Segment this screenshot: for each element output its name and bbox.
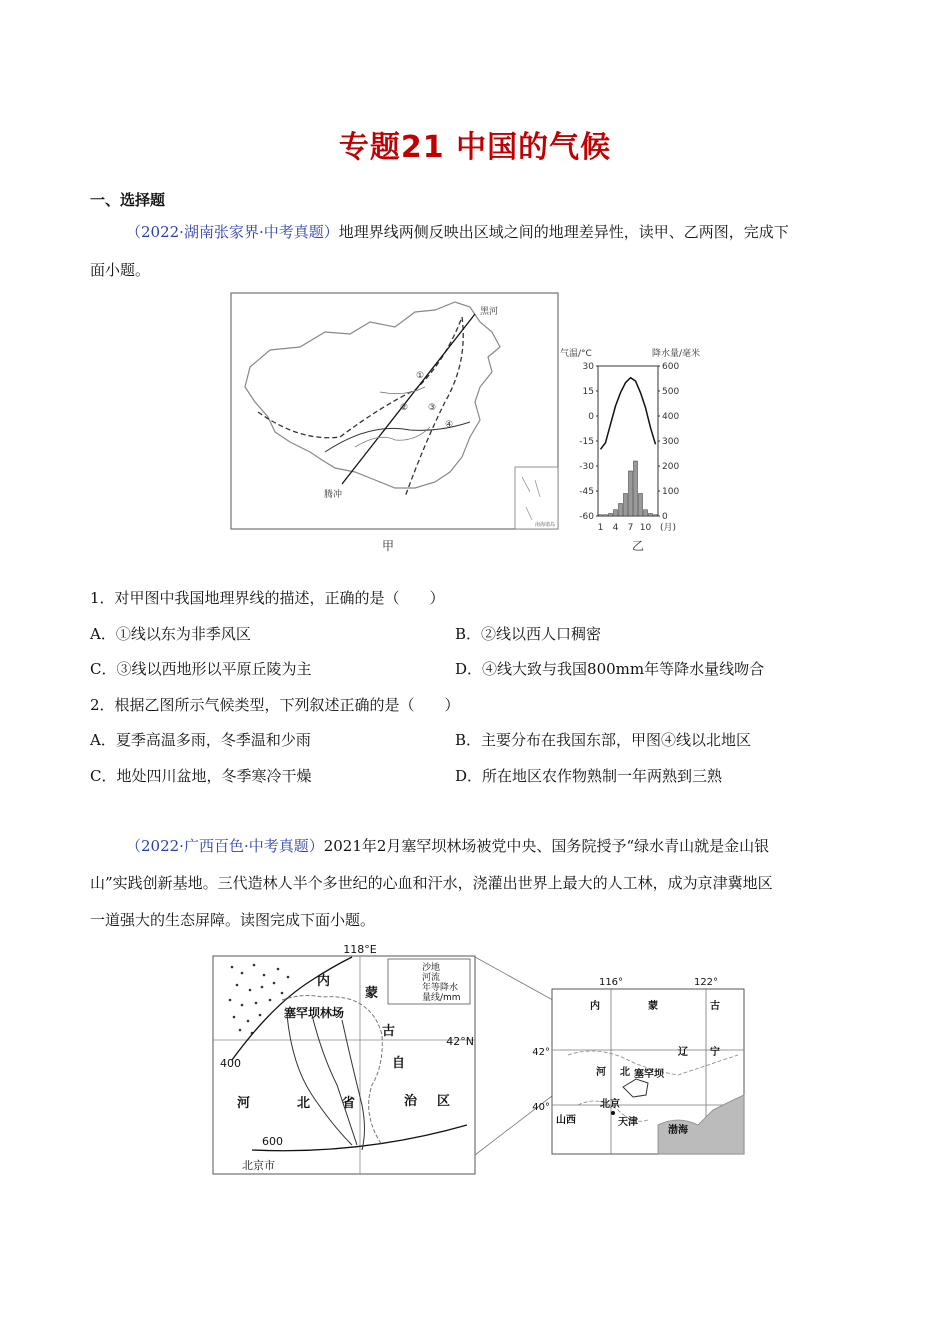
svg-text:宁: 宁 — [710, 1047, 720, 1058]
saihanba-locator-map — [532, 975, 748, 1157]
question-2-option-b: B．主要分布在我国东部，甲图④线以北地区 — [455, 731, 752, 749]
page-title: 专题21 中国的气候 — [338, 130, 612, 165]
precip-tick-label: 200 — [662, 462, 680, 472]
isohyet-600-label: 600 — [262, 1135, 283, 1148]
svg-text:古: 古 — [710, 1001, 720, 1012]
precip-tick-label: 300 — [662, 437, 680, 447]
temp-tick-label: -45 — [579, 487, 594, 497]
question-1-option-b: B．②线以西人口稠密 — [455, 625, 602, 643]
isohyet-400-label: 400 — [220, 1057, 241, 1070]
precip-axis-title: 降水量/毫米 — [652, 349, 701, 359]
svg-text:蒙: 蒙 — [648, 1001, 658, 1012]
svg-text:北京: 北京 — [600, 1099, 620, 1110]
svg-text:古: 古 — [382, 1024, 396, 1039]
group1-intro — [90, 214, 860, 251]
figure-jia-caption: 甲 — [382, 539, 395, 553]
svg-text:河流: 河流 — [422, 973, 441, 983]
svg-text:内: 内 — [590, 1001, 600, 1012]
group2-line3: 一道强大的生态屏障。读图完成下面小题。 — [90, 911, 376, 929]
group2-line2: 山”实践创新基地。三代造林人半个多世纪的心血和汗水，浇灌出世界上最大的人工林，成为京津冀地区 — [90, 874, 773, 892]
lat-42-right: 42° — [532, 1047, 550, 1058]
question-2-option-a: A．夏季高温多雨，冬季温和少雨 — [90, 731, 311, 749]
south-china-sea-inset — [515, 467, 558, 529]
forest-label: 塞罕坝林场 — [284, 1006, 345, 1020]
precip-bar — [624, 494, 628, 517]
svg-text:北: 北 — [620, 1067, 630, 1078]
precip-tick-label: 100 — [662, 487, 680, 497]
precip-bar — [634, 461, 638, 516]
precip-bar — [599, 515, 603, 516]
svg-text:内: 内 — [317, 974, 331, 989]
climate-chart — [560, 344, 730, 544]
lat-40-right: 40° — [532, 1102, 550, 1113]
temp-tick-label: -15 — [579, 437, 594, 447]
precip-bar — [629, 471, 633, 516]
precip-tick-label: 400 — [662, 412, 680, 422]
svg-text:治: 治 — [404, 1094, 418, 1109]
svg-text:塞罕坝: 塞罕坝 — [634, 1069, 664, 1080]
svg-text:山西: 山西 — [556, 1115, 576, 1126]
label-4: ④ — [445, 420, 454, 430]
precip-bar — [609, 514, 613, 517]
precip-tick-label: 600 — [662, 362, 680, 372]
precip-bar — [614, 510, 618, 516]
month-tick-label: 7 — [627, 523, 634, 533]
question-1-option-a: A．①线以东为非季风区 — [90, 625, 251, 643]
lon-116: 116° — [598, 977, 624, 988]
place-heihe: 黑河 — [480, 307, 499, 317]
svg-text:自: 自 — [392, 1056, 406, 1071]
question-1-option-d: D．④线大致与我国800mm年等降水量线吻合 — [455, 660, 765, 678]
section-heading: 一、选择题 — [90, 191, 166, 209]
precip-bar — [649, 514, 653, 517]
temp-tick-label: 0 — [588, 412, 594, 422]
place-tengchong: 腾冲 — [324, 490, 343, 500]
precip-bar — [604, 515, 608, 516]
label-1: ① — [416, 371, 425, 381]
month-tick-label: 1 — [597, 523, 604, 533]
svg-text:北: 北 — [297, 1096, 311, 1111]
question-2-option-c: C．地处四川盆地，冬季寒冷干燥 — [90, 767, 312, 785]
precip-bar — [644, 510, 648, 516]
question-2-stem: 2．根据乙图所示气候类型，下列叙述正确的是（ ） — [90, 696, 460, 714]
svg-text:辽: 辽 — [678, 1047, 688, 1058]
beijing-dot — [611, 1111, 615, 1115]
temp-tick-label: -30 — [579, 462, 594, 472]
source-tag: （2022·湖南张家界·中考真题） — [126, 223, 339, 241]
svg-text:沙地: 沙地 — [422, 963, 441, 973]
china-map-figure — [230, 292, 560, 532]
svg-text:河: 河 — [237, 1096, 251, 1111]
month-tick-label: 10 — [639, 523, 652, 533]
lat-42: 42°N — [446, 1035, 474, 1048]
intro-line1: 地理界线两侧反映出区域之间的地理差异性，读甲、乙两图，完成下 — [338, 223, 789, 241]
figure-yi-caption: 乙 — [632, 539, 645, 553]
question-1-option-c: C．③线以西地形以平原丘陵为主 — [90, 660, 312, 678]
label-2: ② — [400, 403, 409, 413]
city-beijing: 北京市 — [242, 1159, 275, 1172]
lon-122: 122° — [693, 977, 719, 988]
saihanba-left-map — [212, 945, 477, 1177]
temp-tick-label: 15 — [582, 387, 594, 397]
precip-bar — [654, 515, 658, 516]
source-tag-2: （2022·广西百色·中考真题） — [126, 837, 324, 855]
precip-tick-label: 0 — [662, 512, 668, 522]
question-2-option-d: D．所在地区农作物熟制一年两熟到三熟 — [455, 767, 723, 785]
svg-text:年等降水: 年等降水 — [422, 983, 459, 993]
label-3: ③ — [428, 403, 437, 413]
temp-tick-label: 30 — [582, 362, 594, 372]
month-tick-label: 4 — [612, 523, 619, 533]
question-1-stem: 1．对甲图中我国地理界线的描述，正确的是（ ） — [90, 589, 445, 607]
svg-text:蒙: 蒙 — [365, 986, 379, 1001]
svg-text:河: 河 — [596, 1067, 606, 1078]
map-frame — [231, 293, 558, 529]
precip-bar — [619, 504, 623, 517]
svg-text:省: 省 — [342, 1096, 356, 1111]
svg-text:量线/mm: 量线/mm — [422, 993, 461, 1003]
precip-tick-label: 500 — [662, 387, 680, 397]
precip-bar — [639, 494, 643, 517]
temp-tick-label: -60 — [579, 512, 594, 522]
lon-118: 118°E — [343, 943, 377, 956]
temp-axis-title: 气温/°C — [560, 349, 592, 359]
inset-label: 南海诸岛 — [535, 522, 556, 528]
svg-text:渤海: 渤海 — [668, 1125, 688, 1136]
group2-intro — [90, 828, 860, 865]
group2-line1: 2021年2月塞罕坝林场被党中央、国务院授予“绿水青山就是金山银 — [323, 837, 770, 855]
intro-line2: 面小题。 — [90, 261, 151, 279]
svg-text:天津: 天津 — [618, 1117, 638, 1128]
month-unit: (月) — [660, 523, 677, 533]
chart-plot-area — [598, 366, 658, 516]
temperature-curve — [601, 378, 656, 450]
svg-text:区: 区 — [437, 1094, 451, 1109]
